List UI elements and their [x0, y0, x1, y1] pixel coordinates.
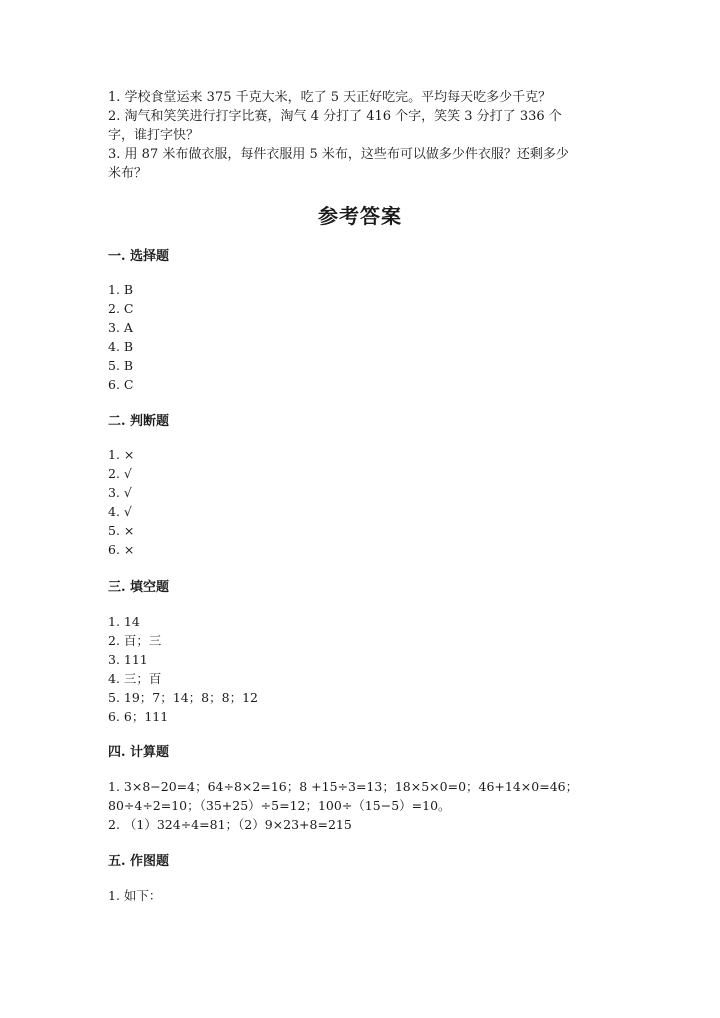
- answer-item: 3. √: [108, 485, 132, 500]
- section-heading-calculation: 四. 计算题: [108, 745, 170, 760]
- answer-item: 2. √: [108, 466, 132, 481]
- answer-item: 2. 百；三: [108, 633, 162, 648]
- answer-title: 参考答案: [318, 204, 402, 228]
- answer-item: 2. （1）324÷4=81；（2）9×23+8=215: [108, 817, 352, 832]
- answer-item: 5. 19；7；14；8；8；12: [108, 690, 258, 705]
- question-3: [108, 145, 608, 183]
- answer-item: 6. 6；111: [108, 709, 169, 724]
- answer-item: 5. ×: [108, 523, 135, 538]
- section-drawing-answers: [108, 886, 161, 905]
- question-2-line-2: 字，谁打字快？: [108, 128, 200, 143]
- answer-item: 1. 14: [108, 614, 140, 629]
- answer-item: 6. C: [108, 377, 134, 392]
- question-1-line-1: 1. 学校食堂运来 375 千克大米，吃了 5 天正好吃完。平均每天吃多少千克？: [108, 90, 552, 105]
- question-3-line-2: 米布？: [108, 166, 148, 181]
- section-heading-choice: 一. 选择题: [108, 249, 170, 264]
- section-fill-blank-answers: [108, 612, 258, 726]
- question-2: [108, 107, 608, 145]
- answer-item: 1. B: [108, 282, 134, 297]
- answer-item: 6. ×: [108, 542, 135, 557]
- answer-item: 1. ×: [108, 447, 135, 462]
- answer-item: 5. B: [108, 358, 134, 373]
- answer-item: 80÷4÷2=10；（35+25）÷5=12；100÷（15−5）=10。: [108, 798, 451, 813]
- section-heading-drawing: 五. 作图题: [108, 854, 170, 869]
- answer-item: 3. 111: [108, 652, 148, 667]
- section-heading-fill-blank: 三. 填空题: [108, 580, 170, 595]
- section-judgement-answers: [108, 445, 134, 559]
- question-1: [108, 88, 608, 107]
- section-choice-answers: [108, 280, 133, 394]
- answer-item: 1. 3×8−20=4；64÷8×2=16；8 +15÷3=13；18×5×0=0；46+14×0=46；: [108, 779, 579, 794]
- answer-item: 4. B: [108, 339, 134, 354]
- section-calculation-answers: [108, 777, 578, 834]
- answer-item: 2. C: [108, 301, 134, 316]
- answer-item: 4. √: [108, 504, 132, 519]
- question-2-line-1: 2. 淘气和笑笑进行打字比赛，淘气 4 分打了 416 个字，笑笑 3 分打了 336 个: [108, 109, 562, 124]
- answer-item: 3. A: [108, 320, 133, 335]
- section-heading-judgement: 二. 判断题: [108, 414, 170, 429]
- question-3-line-1: 3. 用 87 米布做衣服，每件衣服用 5 米布，这些布可以做多少件衣服？还剩多少: [108, 147, 569, 162]
- answer-item: 1. 如下：: [108, 888, 162, 903]
- answer-item: 4. 三；百: [108, 671, 162, 686]
